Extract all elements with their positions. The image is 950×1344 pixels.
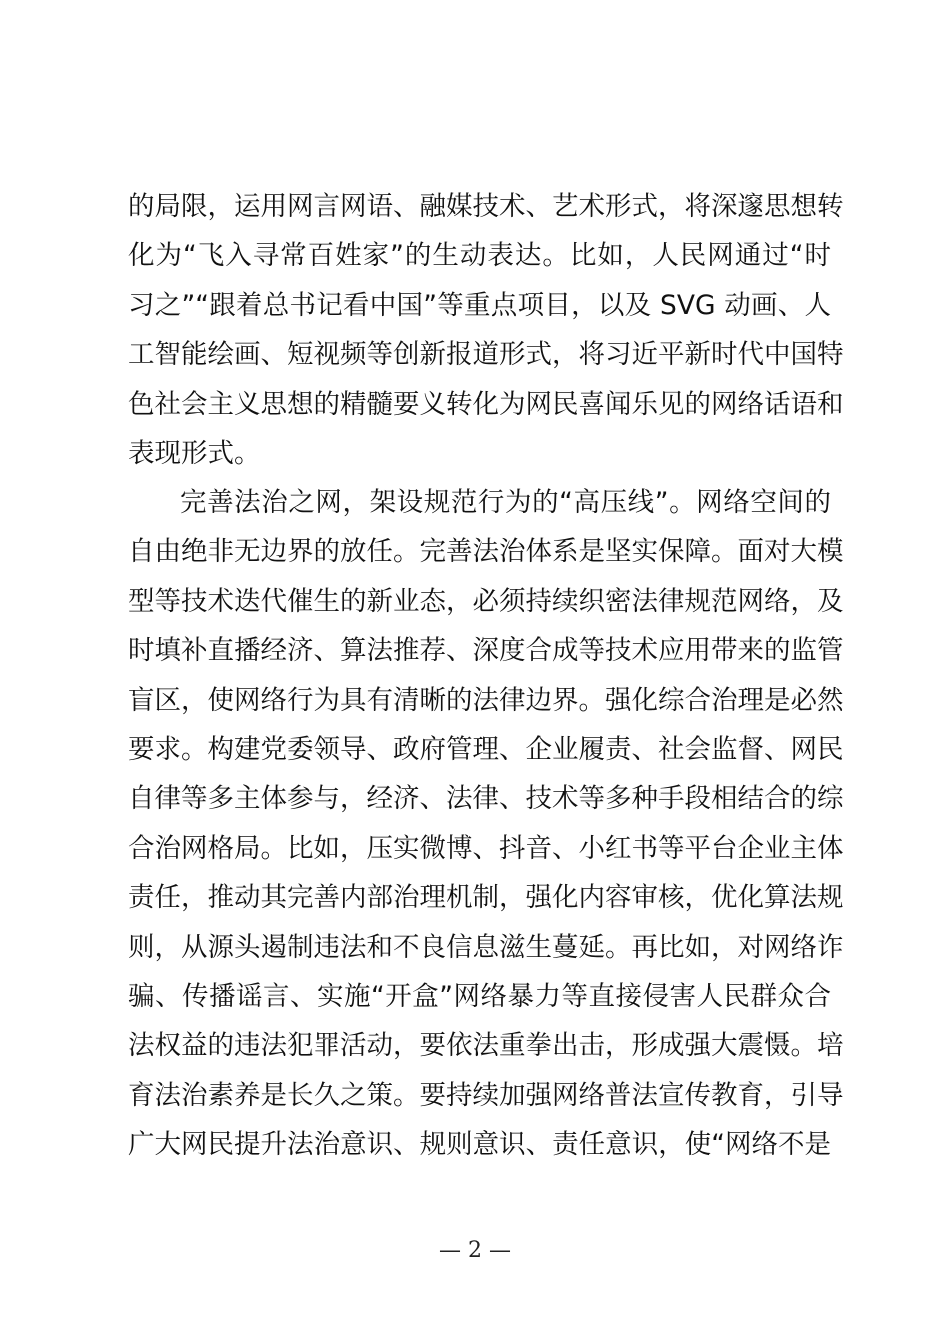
text-line: 化为“飞入寻常百姓家”的生动表达。比如，人民网通过“时 bbox=[128, 240, 831, 272]
text-line: 自律等多主体参与，经济、法律、技术等多种手段相结合的综 bbox=[128, 783, 844, 815]
text-line: 的局限，运用网言网语、融媒技术、艺术形式，将深邃思想转 bbox=[128, 191, 844, 222]
paragraph-2 bbox=[128, 478, 844, 1169]
text-line: 育法治素养是长久之策。要持续加强网络普法宣传教育，引导 bbox=[128, 1079, 844, 1111]
text-line: 广大网民提升法治意识、规则意识、责任意识，使“网络不是 bbox=[128, 1129, 831, 1161]
text-line: 自由绝非无边界的放任。完善法治体系是坚实保障。面对大模 bbox=[128, 536, 844, 568]
text-line: 合治网格局。比如，压实微博、抖音、小红书等平台企业主体 bbox=[128, 832, 844, 864]
text-line: 表现形式。 bbox=[128, 437, 261, 469]
text-line: 完善法治之网，架设规范行为的“高压线”。网络空间的 bbox=[180, 487, 831, 518]
text-line: 时填补直播经济、算法推荐、深度合成等技术应用带来的监管 bbox=[128, 635, 844, 667]
text-line: 盲区，使网络行为具有清晰的法律边界。强化综合治理是必然 bbox=[128, 684, 844, 716]
text-line: 则，从源头遏制违法和不良信息滋生蔓延。再比如，对网络诈 bbox=[128, 931, 844, 963]
text-line: 型等技术迭代催生的新业态，必须持续织密法律规范网络，及 bbox=[128, 585, 844, 617]
text-line: 色社会主义思想的精髓要义转化为网民喜闻乐见的网络话语和 bbox=[128, 388, 844, 420]
text-line: 工智能绘画、短视频等创新报道形式，将习近平新时代中国特 bbox=[128, 339, 844, 371]
text-line: 习之”“跟着总书记看中国”等重点项目，以及 SVG 动画、人 bbox=[128, 289, 831, 321]
text-line: 骗、传播谣言、实施“开盒”网络暴力等直接侵害人民群众合 bbox=[128, 980, 831, 1012]
text-line: 要求。构建党委领导、政府管理、企业履责、社会监督、网民 bbox=[128, 733, 844, 765]
paragraph-1 bbox=[128, 182, 844, 478]
text-line: 法权益的违法犯罪活动，要依法重拳出击，形成强大震慑。培 bbox=[128, 1030, 844, 1062]
page-number: — 2 — bbox=[439, 1238, 511, 1263]
text-line: 责任，推动其完善内部治理机制，强化内容审核，优化算法规 bbox=[128, 882, 844, 914]
